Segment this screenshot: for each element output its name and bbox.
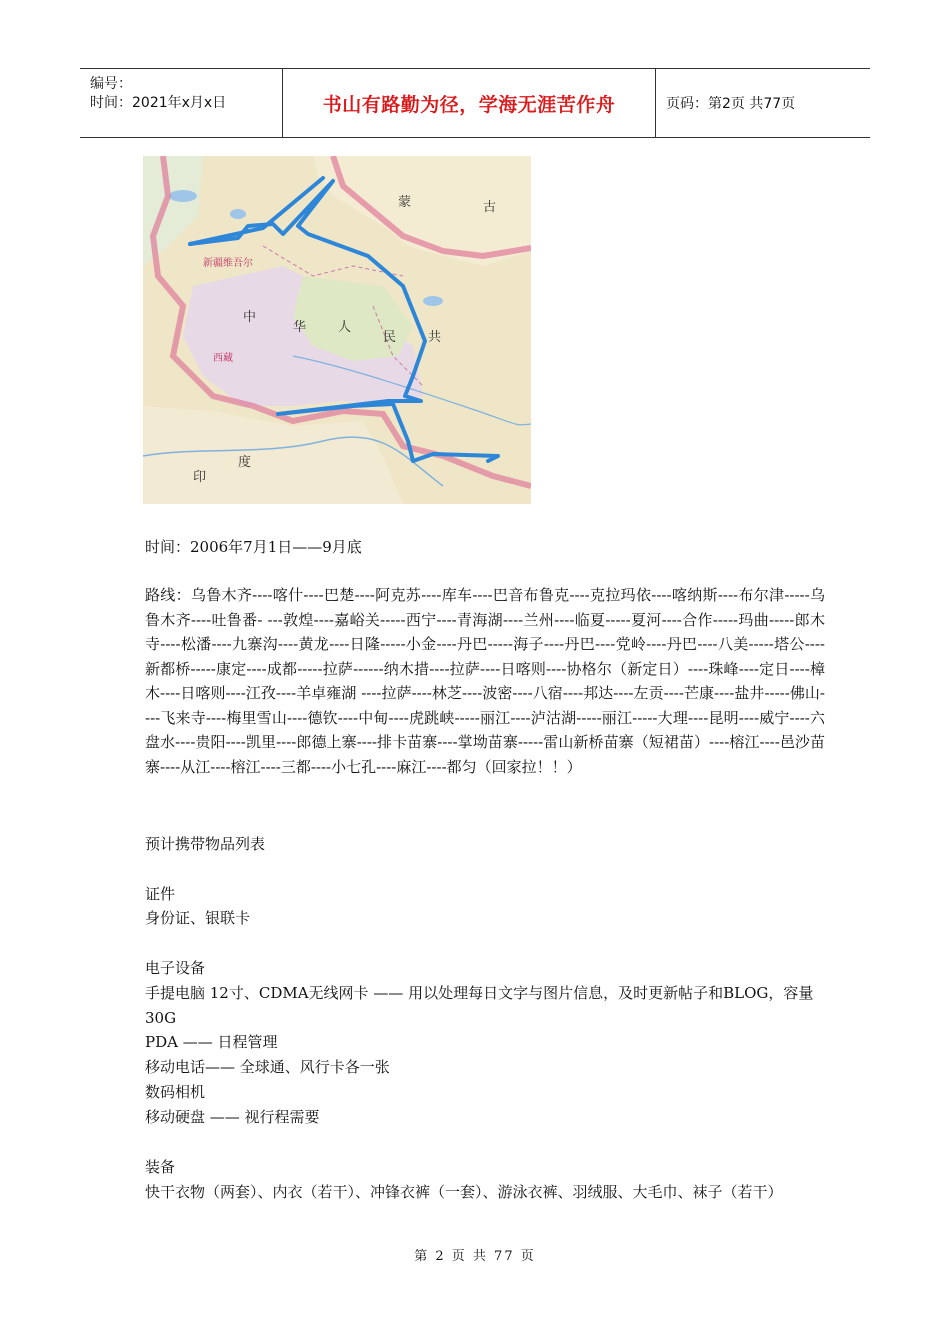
motto-text: 书山有路勤为径，学海无涯苦作舟 (322, 93, 616, 116)
route-map-graphic (143, 156, 531, 504)
map-lake-1 (230, 209, 246, 219)
map-label-hua: 华 (293, 320, 307, 335)
map-lake-3 (169, 190, 197, 202)
map-label-min: 民 (383, 330, 397, 345)
section-electronics-item: 数码相机 (145, 1083, 206, 1101)
section-documents-title: 证件 (145, 885, 176, 903)
map-label-yin: 印 (193, 470, 207, 485)
doc-time-label: 时间：2021年x月x日 (90, 95, 227, 111)
page-footer: 第 2 页 共 77 页 (414, 1249, 536, 1264)
page-info: 页码：第2页 共77页 (666, 96, 796, 112)
section-electronics-title: 电子设备 (145, 959, 206, 977)
map-lake-2 (423, 296, 443, 306)
header-motto-cell (283, 69, 656, 137)
document-header (80, 68, 870, 138)
time-range-line: 时间：2006年7月1日——9月底 (145, 538, 362, 556)
doc-number-label: 编号： (90, 76, 132, 92)
packing-list-title: 预计携带物品列表 (145, 835, 266, 853)
section-electronics-item: PDA —— 日程管理 (145, 1033, 278, 1051)
header-meta-cell (80, 69, 283, 137)
section-electronics-item: 手提电脑 12寸、CDMA无线网卡 —— 用以处理每日文字与图片信息，及时更新帖子和BLOG，容量30G (145, 984, 814, 1027)
map-label-gu: 古 (483, 200, 497, 215)
section-gear-title: 装备 (145, 1158, 176, 1176)
route-paragraph: 路线：乌鲁木齐----喀什----巴楚----阿克苏----库车----巴音布鲁克----克拉玛依----喀纳斯----布尔津-----乌鲁木齐----吐鲁番- ---敦煌----嘉峪关-----西宁----青海湖----兰州----临夏-----夏河----合作-----玛曲-----郎木寺----松潘----九寨沟----黄龙----日隆-----小金----丹巴-----海子----丹巴----党岭----丹巴----八美-----塔公----新都桥-----康定----成都-----拉萨------纳木措----拉萨----日喀则----协格尔（新定日）----珠峰----定日----樟木----日喀则----江孜----羊卓雍湖 ----拉萨----林芝----波密----八宿----邦达----左贡----芒康----盐井-----佛山----飞来寺----梅里雪山----德钦----中甸----虎跳峡-----丽江----泸沽湖-----丽江-----大理----昆明----威宁----六盘水----贵阳----凯里----郎德上寨----排卡苗寨----掌坳苗寨-----雷山新桥苗寨（短裙苗）----榕江----邑沙苗寨----从江----榕江----三都----小七孔----麻江----都匀（回家拉！！） (145, 586, 825, 776)
section-gear-item: 快干衣物（两套）、内衣（若干）、冲锋衣裤（一套）、游泳衣裤、羽绒服、大毛巾、袜子（若干） (145, 1183, 783, 1201)
map-label-gong: 共 (428, 330, 442, 345)
map-label-xinjiang: 新疆维吾尔 (203, 258, 253, 269)
map-label-zhong: 中 (243, 310, 257, 325)
section-electronics-item: 移动电话—— 全球通、风行卡各一张 (145, 1058, 390, 1076)
map-label-mongolia: 蒙 (398, 195, 412, 210)
section-electronics-item: 移动硬盘 —— 视行程需要 (145, 1108, 320, 1126)
map-label-du: 度 (238, 455, 252, 470)
header-page-cell (656, 69, 870, 137)
map-label-ren: 人 (338, 320, 352, 335)
section-documents-item: 身份证、银联卡 (145, 909, 251, 927)
map-label-xizang: 西藏 (213, 353, 233, 364)
route-map (143, 156, 531, 504)
